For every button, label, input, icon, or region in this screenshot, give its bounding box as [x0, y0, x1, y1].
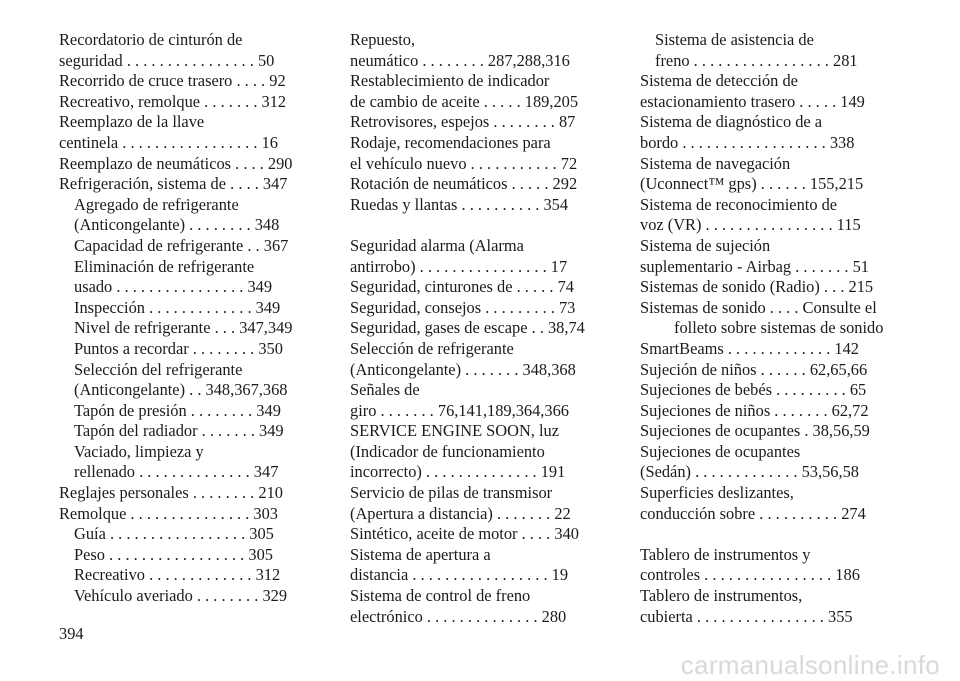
index-entry: voz (VR) . . . . . . . . . . . . . . . . 115 [640, 215, 861, 235]
index-entry: incorrecto) . . . . . . . . . . . . . . 191 [350, 462, 566, 482]
index-entry: Refrigeración, sistema de . . . . 347 [59, 174, 288, 194]
index-entry: Recreativo . . . . . . . . . . . . . 312 [74, 565, 281, 585]
index-entry: cubierta . . . . . . . . . . . . . . . . 355 [640, 606, 853, 626]
index-entry: (Sedán) . . . . . . . . . . . . . 53,56,58 [640, 462, 859, 482]
index-column-2 [350, 30, 606, 627]
index-entry: Recordatorio de cinturón de [59, 30, 243, 49]
index-entry: Señales de [350, 380, 420, 400]
index-entry: SERVICE ENGINE SOON, luz [350, 421, 560, 441]
index-entry: usado . . . . . . . . . . . . . . . . 349 [74, 277, 273, 297]
index-entry: Servicio de pilas de transmisor [350, 483, 553, 503]
index-entry: Seguridad, cinturones de . . . . . 74 [350, 277, 574, 297]
index-entry: Sistemas de sonido . . . . Consulte el [640, 297, 877, 317]
index-entry: bordo . . . . . . . . . . . . . . . . . . 338 [640, 132, 855, 152]
index-entry: Sistema de navegación [640, 153, 791, 173]
index-entry: el vehículo nuevo . . . . . . . . . . . 72 [350, 153, 578, 173]
index-entry: Sistema de sujeción [640, 235, 771, 255]
index-entry: distancia . . . . . . . . . . . . . . . . . 19 [350, 565, 569, 585]
index-entry: neumático . . . . . . . . 287,288,316 [350, 50, 570, 70]
index-entry: (Apertura a distancia) . . . . . . . 22 [350, 503, 571, 523]
index-entry: Sistemas de sonido (Radio) . . . 215 [640, 277, 874, 297]
index-entry: seguridad . . . . . . . . . . . . . . . . 50 [59, 50, 275, 70]
index-entry: Peso . . . . . . . . . . . . . . . . . 305 [74, 544, 273, 564]
index-entry: Seguridad alarma (Alarma [350, 235, 524, 255]
index-spacer [640, 524, 896, 545]
index-entry: (Anticongelante) . . . . . . . . 348 [74, 215, 280, 235]
index-entry: giro . . . . . . . 76,141,189,364,366 [350, 400, 569, 420]
index-entry: centinela . . . . . . . . . . . . . . . . . 16 [59, 132, 278, 152]
index-entry: Inspección . . . . . . . . . . . . . 349 [74, 297, 281, 317]
index-column-3 [640, 30, 896, 627]
index-entry: Sujeciones de niños . . . . . . . 62,72 [640, 400, 869, 420]
index-entry: Rodaje, recomendaciones para [350, 132, 551, 152]
index-entry: Rotación de neumáticos . . . . . 292 [350, 174, 578, 194]
index-entry: Seguridad, gases de escape . . 38,74 [350, 318, 585, 338]
index-entry: Recreativo, remolque . . . . . . . 312 [59, 91, 287, 111]
index-entry: Guía . . . . . . . . . . . . . . . . . 305 [74, 524, 274, 544]
index-entry: Sujeciones de bebés . . . . . . . . . 65 [640, 380, 867, 400]
index-entry: Sujeción de niños . . . . . . 62,65,66 [640, 359, 868, 379]
index-entry: freno . . . . . . . . . . . . . . . . . 281 [655, 50, 858, 70]
index-entry: Reglajes personales . . . . . . . . 210 [59, 483, 283, 503]
index-entry: de cambio de aceite . . . . . 189,205 [350, 91, 579, 111]
index-entry: electrónico . . . . . . . . . . . . . . 280 [350, 606, 567, 626]
index-entry: Seguridad, consejos . . . . . . . . . 73 [350, 297, 576, 317]
index-entry: Repuesto, [350, 30, 416, 49]
index-entry: Vehículo averiado . . . . . . . . 329 [74, 586, 288, 606]
index-entry: SmartBeams . . . . . . . . . . . . . 142 [640, 338, 859, 358]
index-entry: (Indicador de funcionamiento [350, 441, 545, 461]
index-entry: Superficies deslizantes, [640, 483, 794, 503]
index-entry: Ruedas y llantas . . . . . . . . . . 354 [350, 194, 569, 214]
index-entry: Retrovisores, espejos . . . . . . . . 87 [350, 112, 576, 132]
index-entry: Sistema de reconocimiento de [640, 194, 838, 214]
index-entry: Tapón de presión . . . . . . . . 349 [74, 400, 281, 420]
index-entry: (Anticongelante) . . 348,367,368 [74, 380, 288, 400]
index-entry: Tablero de instrumentos, [640, 586, 803, 606]
index-entry: Reemplazo de neumáticos . . . . 290 [59, 153, 293, 173]
index-entry: Recorrido de cruce trasero . . . . 92 [59, 71, 286, 91]
index-entry: Eliminación de refrigerante [74, 256, 255, 276]
index-entry: estacionamiento trasero . . . . . 149 [640, 91, 865, 111]
watermark-text: carmanualsonline.info [680, 650, 940, 680]
index-entry: Sistema de apertura a [350, 544, 491, 564]
index-entry: Tapón del radiador . . . . . . . 349 [74, 421, 284, 441]
index-entry: Capacidad de refrigerante . . 367 [74, 235, 289, 255]
index-entry: Reemplazo de la llave [59, 112, 205, 132]
index-entry: antirrobo) . . . . . . . . . . . . . . . . 17 [350, 256, 568, 276]
index-entry: Agregado de refrigerante [74, 194, 239, 214]
index-entry: suplementario - Airbag . . . . . . . 51 [640, 256, 869, 276]
index-entry: Restablecimiento de indicador [350, 71, 550, 91]
index-entry: Sujeciones de ocupantes . 38,56,59 [640, 421, 870, 441]
index-entry: Selección de refrigerante [350, 338, 514, 358]
index-entry: Vaciado, limpieza y [74, 441, 204, 461]
index-entry: Nivel de refrigerante . . . 347,349 [74, 318, 293, 338]
page-number: 394 [59, 624, 84, 643]
index-entry: Puntos a recordar . . . . . . . . 350 [74, 338, 283, 358]
index-entry: Sistema de diagnóstico de a [640, 112, 823, 132]
index-entry: Sistema de control de freno [350, 586, 531, 606]
index-entry: Sistema de detección de [640, 71, 798, 91]
index-entry: conducción sobre . . . . . . . . . . 274 [640, 503, 866, 523]
index-entry: (Anticongelante) . . . . . . . 348,368 [350, 359, 576, 379]
index-entry: controles . . . . . . . . . . . . . . . . 186 [640, 565, 860, 585]
index-entry: (Uconnect™ gps) . . . . . . 155,215 [640, 174, 864, 194]
index-spacer [350, 215, 606, 236]
index-column-1 [59, 30, 315, 607]
index-entry: folleto sobre sistemas de sonido [674, 318, 884, 338]
index-entry: Sistema de asistencia de [655, 30, 814, 49]
index-entry: Tablero de instrumentos y [640, 544, 811, 564]
index-entry: Remolque . . . . . . . . . . . . . . . 303 [59, 503, 278, 523]
index-entry: Sujeciones de ocupantes [640, 441, 801, 461]
index-entry: rellenado . . . . . . . . . . . . . . 347 [74, 462, 279, 482]
index-entry: Selección del refrigerante [74, 359, 243, 379]
index-entry: Sintético, aceite de motor . . . . 340 [350, 524, 579, 544]
